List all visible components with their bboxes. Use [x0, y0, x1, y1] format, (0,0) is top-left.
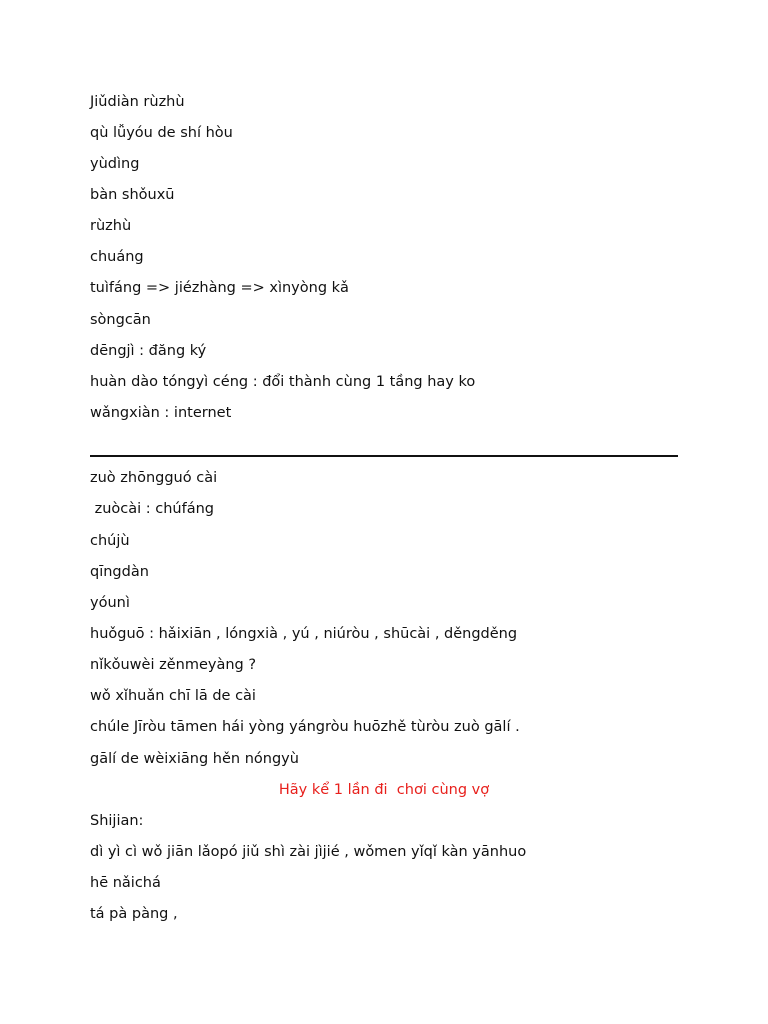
text-line: qù lǚyóu de shí hòu [90, 125, 233, 141]
text-line: yóunì [90, 595, 130, 611]
text-line: wǒ xǐhuǎn chī lā de cài [90, 688, 256, 704]
text-line: zuò zhōngguó cài [90, 470, 218, 486]
text-line: nǐkǒuwèi zěnmeyàng ? [90, 657, 257, 673]
text-line: dì yì cì wǒ jiān lǎopó jiǔ shì zài jìjié , wǒmen yǐqǐ kàn yānhuo [90, 844, 527, 860]
text-line: Shijian: [90, 813, 144, 829]
text-line: chuáng [90, 249, 144, 265]
text-line: chúle Jīròu tāmen hái yòng yángròu huōzhě tùròu zuò gālí . [90, 719, 520, 735]
text-line: rùzhù [90, 218, 132, 234]
text-line: huàn dào tóngyì céng : đổi thành cùng 1 tầng hay ko [90, 374, 476, 390]
text-line: tuìfáng => jiézhàng => xìnyòng kǎ [90, 280, 349, 296]
text-line: qīngdàn [90, 564, 149, 580]
text-line: dēngjì : đăng ký [90, 343, 207, 359]
text-line: bàn shǒuxū [90, 187, 175, 203]
horizontal-divider [90, 455, 678, 457]
text-line: wǎngxiàn : internet [90, 405, 232, 421]
text-line: zuòcài : chúfáng [90, 501, 215, 517]
text-line: yùdìng [90, 156, 140, 172]
text-line: huǒguō : hǎixiān , lóngxià , yú , niúròu , shūcài , děngděng [90, 626, 518, 642]
text-line: chújù [90, 533, 130, 549]
text-line: gālí de wèixiāng hěn nóngyù [90, 751, 299, 767]
text-line: tá pà pàng , [90, 906, 178, 922]
red-heading: Hãy kể 1 lần đi chơi cùng vợ [278, 782, 490, 798]
text-line: sòngcān [90, 312, 151, 328]
text-line: hē nǎichá [90, 875, 161, 891]
text-line-hotel-checkin: Jiǔdiàn rùzhù [90, 94, 185, 110]
